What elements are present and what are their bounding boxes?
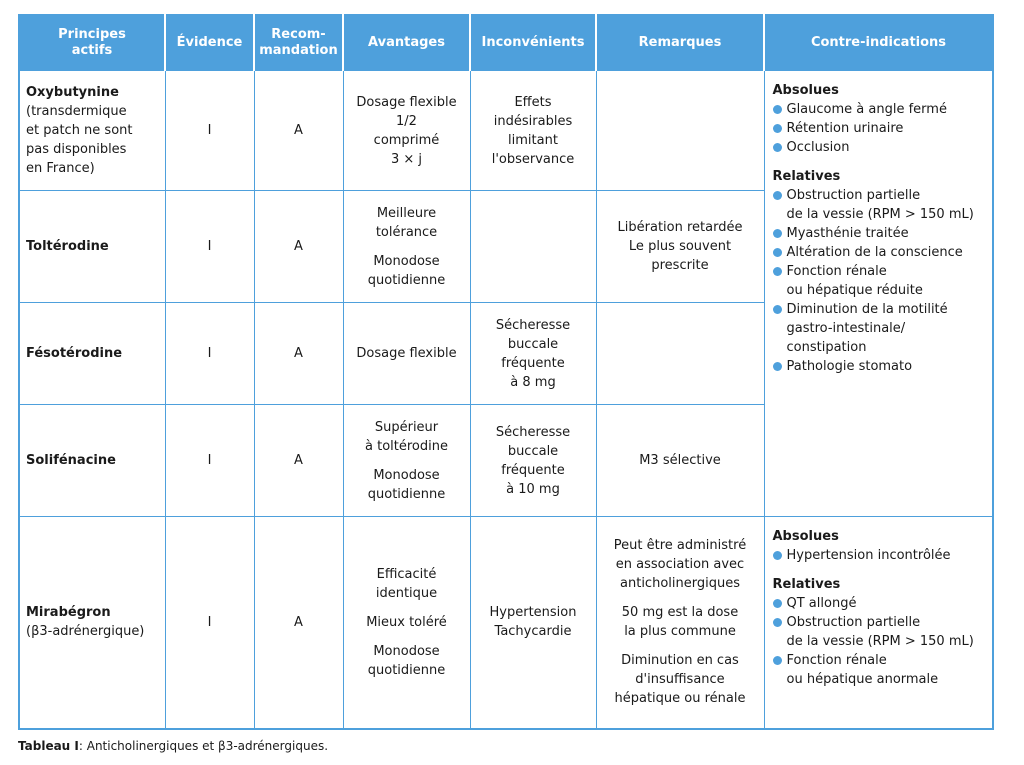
avantages-line: identique bbox=[375, 585, 438, 601]
remarques-paragraph bbox=[603, 451, 758, 470]
bullet-icon bbox=[773, 618, 782, 627]
inconvenients-line: indésirables bbox=[493, 113, 573, 129]
avantages-line: Dosage flexible bbox=[356, 94, 457, 110]
remarques-paragraph bbox=[603, 218, 758, 275]
ci-list-item bbox=[773, 357, 987, 376]
avantages-line: quotidienne bbox=[367, 486, 446, 502]
remarques-line: en association avec bbox=[615, 557, 745, 573]
avantages-paragraph bbox=[350, 565, 464, 603]
ci-list-item bbox=[773, 300, 987, 357]
avantages-line: Supérieur bbox=[374, 419, 439, 435]
drug-note-line: et patch ne sont bbox=[26, 123, 133, 138]
caption-text: : Anticholinergiques et β3-adrénergiques. bbox=[78, 739, 329, 753]
bullet-icon bbox=[773, 599, 782, 608]
avantages-line: 1/2 bbox=[396, 113, 417, 129]
inconvenients-line: buccale bbox=[507, 336, 559, 352]
avantages-line: Dosage flexible bbox=[356, 346, 457, 361]
ci-list-item bbox=[773, 651, 987, 689]
remarques-line: M3 sélective bbox=[639, 453, 721, 468]
avantages-paragraph bbox=[350, 466, 464, 504]
ci-item-text bbox=[787, 243, 963, 262]
avantages-paragraph bbox=[350, 642, 464, 680]
ci-item-line: Glaucome à angle fermé bbox=[786, 102, 947, 117]
bullet-icon bbox=[773, 305, 782, 314]
avantages-paragraph bbox=[350, 418, 464, 456]
ci-item-text bbox=[787, 119, 904, 138]
ci-item-line: QT allongé bbox=[786, 596, 857, 611]
caption-label: Tableau I bbox=[18, 739, 79, 753]
remarques-cell bbox=[596, 71, 764, 191]
remarques-paragraph bbox=[603, 536, 758, 593]
remarques-line: d'insuffisance bbox=[635, 672, 725, 688]
drug-name: Fésotérodine bbox=[26, 346, 123, 361]
bullet-icon bbox=[773, 362, 782, 371]
table-header-row bbox=[19, 15, 993, 71]
remarques-paragraph bbox=[603, 651, 758, 708]
bullet-icon bbox=[773, 229, 782, 238]
contre-indications-cell bbox=[764, 517, 993, 729]
inconvenients-line: l'observance bbox=[491, 151, 575, 167]
ci-item-text bbox=[787, 186, 974, 224]
bullet-icon bbox=[773, 105, 782, 114]
ci-item-text bbox=[787, 613, 974, 651]
ci-list-item bbox=[773, 594, 987, 613]
drug-cell bbox=[19, 405, 165, 517]
drug-cell bbox=[19, 71, 165, 191]
avantages-cell bbox=[343, 71, 470, 191]
relatives-heading: Relatives bbox=[772, 169, 841, 184]
bullet-icon bbox=[773, 191, 782, 200]
ci-item-line: Occlusion bbox=[786, 140, 850, 155]
bullet-icon bbox=[773, 248, 782, 257]
header-contre-indications: Contre-indications bbox=[764, 15, 993, 71]
ci-item-line: Obstruction partielle bbox=[786, 615, 921, 630]
inconvenients-cell bbox=[470, 191, 596, 303]
ci-item-text bbox=[787, 546, 951, 565]
avantages-cell bbox=[343, 405, 470, 517]
ci-list-item bbox=[773, 119, 987, 138]
header-line: actifs bbox=[71, 43, 113, 58]
ci-item-line: Hypertension incontrôlée bbox=[786, 548, 951, 563]
table-row bbox=[19, 517, 993, 729]
evidence-cell: I bbox=[165, 303, 254, 405]
absolues-heading: Absolues bbox=[772, 529, 839, 544]
remarques-cell bbox=[596, 191, 764, 303]
header-principes-actifs bbox=[19, 15, 165, 71]
table-caption bbox=[18, 738, 328, 754]
header-line: mandation bbox=[259, 43, 338, 58]
remarques-cell bbox=[596, 517, 764, 729]
remarques-cell bbox=[596, 303, 764, 405]
inconvenients-line: à 8 mg bbox=[510, 374, 556, 390]
ci-item-text bbox=[787, 224, 909, 243]
header-line: Recom- bbox=[271, 27, 326, 42]
ci-item-line: gastro-intestinale/ bbox=[786, 321, 906, 336]
avantages-line: comprimé bbox=[373, 132, 440, 148]
recommandation-cell: A bbox=[254, 405, 343, 517]
inconvenients-line: fréquente bbox=[501, 355, 565, 371]
remarques-line: hépatique ou rénale bbox=[614, 691, 746, 707]
inconvenients-line: à 10 mg bbox=[506, 481, 560, 497]
bullet-icon bbox=[773, 267, 782, 276]
recommandation-cell: A bbox=[254, 191, 343, 303]
bullet-icon bbox=[773, 143, 782, 152]
ci-item-line: Fonction rénale bbox=[786, 264, 887, 279]
header-avantages: Avantages bbox=[343, 15, 470, 71]
evidence-cell: I bbox=[165, 71, 254, 191]
inconvenients-line: Sécheresse bbox=[495, 424, 571, 440]
ci-item-line: Diminution de la motilité bbox=[786, 302, 948, 317]
ci-item-text bbox=[787, 300, 948, 357]
avantages-line: Meilleure bbox=[376, 205, 437, 221]
avantages-paragraph bbox=[350, 204, 464, 242]
remarques-line: la plus commune bbox=[624, 624, 736, 640]
inconvenients-cell bbox=[470, 405, 596, 517]
ci-item-line: Obstruction partielle bbox=[786, 188, 921, 203]
header-recommandation bbox=[254, 15, 343, 71]
absolues-heading: Absolues bbox=[772, 83, 839, 98]
avantages-cell bbox=[343, 191, 470, 303]
recommandation-cell: A bbox=[254, 303, 343, 405]
inconvenients-line: limitant bbox=[508, 132, 558, 148]
ci-item-line: Rétention urinaire bbox=[786, 121, 904, 136]
inconvenients-line: buccale bbox=[507, 443, 559, 459]
table-body bbox=[19, 71, 993, 729]
remarques-line: Diminution en cas bbox=[621, 653, 739, 669]
ci-item-line: Fonction rénale bbox=[786, 653, 887, 668]
ci-item-line: Altération de la conscience bbox=[786, 245, 963, 260]
avantages-paragraph bbox=[350, 344, 464, 363]
inconvenients-line: Hypertension bbox=[489, 605, 577, 621]
remarques-line: 50 mg est la dose bbox=[621, 605, 739, 621]
table-row bbox=[19, 71, 993, 191]
drug-comparison-table bbox=[18, 14, 994, 730]
drug-note-line: pas disponibles bbox=[26, 142, 127, 157]
inconvenients-cell bbox=[470, 303, 596, 405]
avantages-cell bbox=[343, 303, 470, 405]
avantages-line: Monodose bbox=[373, 253, 440, 269]
ci-list-item bbox=[773, 262, 987, 300]
drug-name: Toltérodine bbox=[26, 239, 109, 254]
avantages-line: quotidienne bbox=[367, 662, 446, 678]
ci-list-item bbox=[773, 224, 987, 243]
ci-list-item bbox=[773, 138, 987, 157]
inconvenients-cell bbox=[470, 517, 596, 729]
bullet-icon bbox=[773, 124, 782, 133]
ci-item-line: ou hépatique anormale bbox=[786, 672, 939, 687]
avantages-line: à toltérodine bbox=[365, 438, 448, 454]
avantages-line: quotidienne bbox=[367, 272, 446, 288]
ci-item-line: Myasthénie traitée bbox=[786, 226, 909, 241]
avantages-line: Monodose bbox=[373, 643, 440, 659]
avantages-line: tolérance bbox=[375, 224, 438, 240]
relatives-heading: Relatives bbox=[772, 577, 841, 592]
avantages-paragraph bbox=[350, 613, 464, 632]
avantages-line: Mieux toléré bbox=[366, 614, 447, 630]
inconvenients-paragraph bbox=[477, 603, 590, 641]
header-line: Principes bbox=[58, 27, 126, 42]
avantages-paragraph bbox=[350, 252, 464, 290]
drug-name: Oxybutynine bbox=[26, 85, 119, 100]
ci-list-item bbox=[773, 546, 987, 565]
drug-note-line: (β3-adrénergique) bbox=[26, 624, 145, 640]
ci-item-text bbox=[787, 138, 850, 157]
ci-item-text bbox=[787, 100, 947, 119]
drug-note bbox=[26, 622, 159, 641]
ci-item-line: ou hépatique réduite bbox=[786, 283, 923, 298]
ci-list-item bbox=[773, 100, 987, 119]
header-remarques: Remarques bbox=[596, 15, 764, 71]
remarques-paragraph bbox=[603, 603, 758, 641]
avantages-cell bbox=[343, 517, 470, 729]
avantages-line: 3 × j bbox=[390, 151, 423, 167]
ci-item-line: Pathologie stomato bbox=[786, 359, 913, 374]
inconvenients-cell bbox=[470, 71, 596, 191]
ci-item-text bbox=[787, 594, 857, 613]
evidence-cell: I bbox=[165, 517, 254, 729]
avantages-line: Monodose bbox=[373, 467, 440, 483]
drug-cell bbox=[19, 191, 165, 303]
recommandation-cell: A bbox=[254, 71, 343, 191]
inconvenients-paragraph bbox=[477, 93, 590, 169]
inconvenients-line: Tachycardie bbox=[494, 624, 572, 640]
header-evidence: Évidence bbox=[165, 15, 254, 71]
inconvenients-paragraph bbox=[477, 316, 590, 392]
ci-item-line: de la vessie (RPM > 150 mL) bbox=[786, 634, 974, 649]
contre-indications-cell bbox=[764, 71, 993, 517]
ci-list-item bbox=[773, 243, 987, 262]
inconvenients-line: fréquente bbox=[501, 462, 565, 478]
avantages-paragraph bbox=[350, 93, 464, 169]
remarques-line: anticholinergiques bbox=[620, 576, 740, 592]
drug-cell bbox=[19, 303, 165, 405]
recommandation-cell: A bbox=[254, 517, 343, 729]
ci-list-item bbox=[773, 613, 987, 651]
avantages-line: Efficacité bbox=[376, 566, 437, 582]
evidence-cell: I bbox=[165, 191, 254, 303]
evidence-cell: I bbox=[165, 405, 254, 517]
drug-name: Solifénacine bbox=[26, 453, 116, 468]
inconvenients-paragraph bbox=[477, 423, 590, 499]
ci-item-text bbox=[787, 651, 939, 689]
drug-cell bbox=[19, 517, 165, 729]
inconvenients-line: Effets bbox=[514, 94, 552, 110]
inconvenients-line: Sécheresse bbox=[495, 317, 571, 333]
remarques-line: Libération retardée bbox=[617, 220, 743, 235]
header-inconvenients: Inconvénients bbox=[470, 15, 596, 71]
ci-item-text bbox=[787, 262, 923, 300]
remarques-line: Le plus souvent bbox=[628, 239, 732, 254]
remarques-line: Peut être administré bbox=[613, 538, 747, 554]
ci-item-line: de la vessie (RPM > 150 mL) bbox=[786, 207, 974, 222]
ci-item-line: constipation bbox=[786, 340, 867, 355]
drug-name: Mirabégron bbox=[26, 605, 111, 621]
bullet-icon bbox=[773, 656, 782, 665]
drug-note bbox=[26, 102, 159, 178]
ci-list-item bbox=[773, 186, 987, 224]
ci-item-text bbox=[787, 357, 913, 376]
bullet-icon bbox=[773, 551, 782, 560]
drug-note-line: en France) bbox=[26, 161, 95, 176]
remarques-cell bbox=[596, 405, 764, 517]
remarques-line: prescrite bbox=[651, 258, 709, 273]
drug-note-line: (transdermique bbox=[26, 104, 127, 119]
